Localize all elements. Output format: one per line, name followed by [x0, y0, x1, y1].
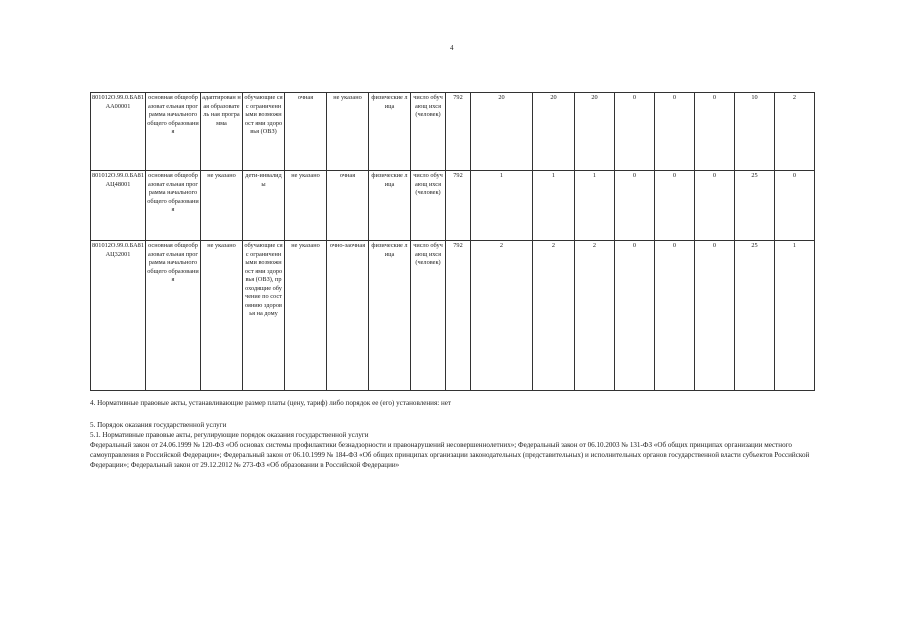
table-cell: не указано	[201, 171, 243, 241]
table-cell: 792	[446, 93, 471, 171]
table-cell: 2	[775, 93, 815, 171]
table-cell: 1	[575, 171, 615, 241]
table-cell: физические лица	[369, 241, 411, 391]
service-order-section	[90, 420, 830, 470]
table-cell: основная общеобразоват ельная программа начального общего образования	[146, 93, 201, 171]
table-cell: обучающие ся с ограниченн ыми возможност ями здоровья (ОВЗ), проходящие обучение по состоянию здоровья на дому	[243, 241, 285, 391]
table-cell: 801012О.99.0.БА81АА00001	[91, 93, 146, 171]
table-cell: 0	[695, 93, 735, 171]
table-cell: 0	[775, 171, 815, 241]
table-cell: физические лица	[369, 171, 411, 241]
table-cell: 0	[615, 171, 655, 241]
table-cell: основная общеобразоват ельная программа начального общего образования	[146, 241, 201, 391]
table-cell: 2	[471, 241, 533, 391]
table-cell: 20	[575, 93, 615, 171]
table-cell: не указано	[285, 171, 327, 241]
service-order-title: 5. Порядок оказания государственной услуги	[90, 421, 227, 429]
note-payment-acts: 4. Нормативные правовые акты, устанавливающие размер платы (цену, тариф) либо порядок ее (его) установления: нет	[90, 399, 452, 407]
table-row	[91, 171, 815, 241]
table-cell: 2	[533, 241, 575, 391]
table-cell: очно-заочная	[327, 241, 369, 391]
table-cell: адаптирован ная образователь ная программа	[201, 93, 243, 171]
service-indicators-table	[90, 92, 815, 391]
table-cell: не указано	[201, 241, 243, 391]
table-cell: основная общеобразоват ельная программа начального общего образования	[146, 171, 201, 241]
table-cell: 1	[471, 171, 533, 241]
table-cell: 0	[615, 93, 655, 171]
table-cell: 0	[615, 241, 655, 391]
table-cell: очная	[285, 93, 327, 171]
table-cell: 801012О.99.0.БА81АЦ32001	[91, 241, 146, 391]
table-cell: 1	[533, 171, 575, 241]
table-cell: физические лица	[369, 93, 411, 171]
table-cell: 2	[575, 241, 615, 391]
table-cell: 0	[695, 241, 735, 391]
table-cell: 0	[655, 241, 695, 391]
table-cell: 0	[655, 171, 695, 241]
table-cell: число обучающ ихся (человек)	[411, 93, 446, 171]
table-cell: 0	[695, 171, 735, 241]
table-cell: дети-инвалиды	[243, 171, 285, 241]
table-cell: 20	[533, 93, 575, 171]
legal-acts-heading: 5.1. Нормативные правовые акты, регулирующие порядок оказания государственной услуги	[90, 431, 369, 439]
table-cell: 10	[735, 93, 775, 171]
table-cell: 801012О.99.0.БА81АЦ48001	[91, 171, 146, 241]
table-row	[91, 241, 815, 391]
table-cell: 0	[655, 93, 695, 171]
table-cell: число обучающ ихся (человек)	[411, 241, 446, 391]
table-cell: 25	[735, 171, 775, 241]
table-cell: не указано	[285, 241, 327, 391]
table-cell: не указано	[327, 93, 369, 171]
table-cell: 792	[446, 171, 471, 241]
table-cell: очная	[327, 171, 369, 241]
table-cell: обучающие ся с ограниченн ыми возможност ями здоровья (ОВЗ)	[243, 93, 285, 171]
page-number: 4	[450, 44, 454, 52]
legal-acts-text: Федеральный закон от 24.06.1999 № 120-ФЗ «Об основах системы профилактики безнадзорности и правонарушений несовершеннолетних»; Федеральный закон от 06.10.2003 № 131-ФЗ «Об общих принципах организации местного самоуправления в Российской Федерации»; Федеральный закон от 06.10.1999 № 184-ФЗ «Об общих принципах организации законодательных (представительных) и исполнительных органов государственной власти субъектов Российской Федерации»; Федеральный закон от 29.12.2012 № 273-ФЗ «Об образовании в Российской Федерации»	[90, 441, 810, 469]
table-cell: 20	[471, 93, 533, 171]
table-cell: 25	[735, 241, 775, 391]
table-row	[91, 93, 815, 171]
table-cell: 792	[446, 241, 471, 391]
table-cell: число обучающ ихся (человек)	[411, 171, 446, 241]
table-cell: 1	[775, 241, 815, 391]
